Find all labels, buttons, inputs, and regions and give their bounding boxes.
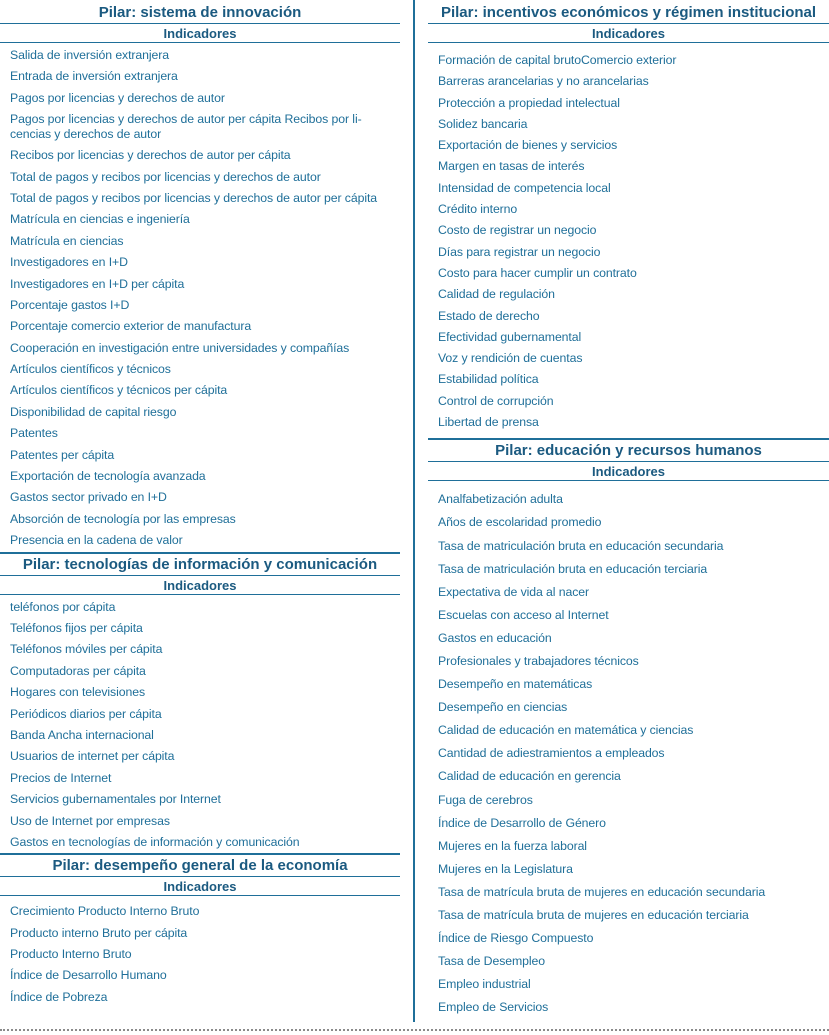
list-item: Total de pagos y recibos por licencias y derechos de autor per cápita [10, 190, 378, 205]
list-item: Computadoras per cápita [10, 663, 146, 678]
list-item: Índice de Desarrollo de Género [438, 815, 606, 830]
list-item: Pagos por licencias y derechos de autor per cápita Recibos por li-cencias y derechos de autor [10, 112, 362, 142]
list-item: Artículos científicos y técnicos per cápita [10, 383, 228, 398]
list-item: Control de corrupción [438, 393, 554, 408]
list-item: Índice de Desarrollo Humano [10, 968, 167, 983]
list-item: Escuelas con acceso al Internet [438, 607, 609, 622]
indicators-header: Indicadores [0, 575, 400, 595]
list-item: Margen en tasas de interés [438, 159, 585, 174]
indicators-header: Indicadores [0, 876, 400, 896]
list-item: Hogares con televisiones [10, 685, 145, 700]
list-item: Índice de Riesgo Compuesto [438, 931, 594, 946]
list-item: Precios de Internet [10, 770, 112, 785]
list-item: Mujeres en la Legislatura [438, 861, 573, 876]
list-item: Investigadores en I+D [10, 255, 128, 270]
list-item: Calidad de regulación [438, 287, 555, 302]
indicators-header: Indicadores [428, 461, 829, 481]
list-item: Usuarios de internet per cápita [10, 749, 175, 764]
list-item: Efectividad gubernamental [438, 329, 582, 344]
pillar-title-economia: Pilar: desempeño general de la economía [0, 853, 400, 876]
list-item: Crecimiento Producto Interno Bruto [10, 904, 200, 919]
indicators-header: Indicadores [0, 23, 400, 43]
indicator-list-economia [0, 896, 400, 1008]
indicators-header: Indicadores [428, 23, 829, 43]
indicator-list-tic [0, 595, 400, 854]
list-item: Tasa de matrícula bruta de mujeres en educación secundaria [438, 884, 766, 899]
column-divider [413, 0, 415, 1022]
list-item: Porcentaje gastos I+D [10, 297, 130, 312]
bottom-dotted-rule [0, 1029, 829, 1031]
indicator-list-innovacion [0, 43, 400, 552]
left-column [0, 0, 400, 1008]
list-item: Investigadores en I+D per cápita [10, 276, 185, 291]
list-item: Presencia en la cadena de valor [10, 533, 183, 548]
list-item: Porcentaje comercio exterior de manufactura [10, 319, 252, 334]
list-item: Libertad de prensa [438, 415, 539, 430]
list-item: Días para registrar un negocio [438, 244, 601, 259]
list-item: Empleo de Servicios [438, 1000, 549, 1015]
list-item: Protección a propiedad intelectual [438, 95, 620, 110]
list-item: Expectativa de vida al nacer [438, 584, 590, 599]
list-item: Analfabetización adulta [438, 492, 563, 507]
right-column [428, 0, 829, 1020]
list-item: Matrícula en ciencias e ingeniería [10, 212, 190, 227]
pillar-title-incentivos: Pilar: incentivos económicos y régimen institucional [440, 4, 817, 21]
list-item: Uso de Internet por empresas [10, 813, 170, 828]
list-item: Calidad de educación en gerencia [438, 769, 621, 784]
list-item: Calidad de educación en matemática y ciencias [438, 723, 694, 738]
list-item: Fuga de cerebros [438, 792, 533, 807]
list-item: Total de pagos y recibos por licencias y derechos de autor [10, 169, 321, 184]
list-item: Patentes per cápita [10, 447, 115, 462]
list-item: Teléfonos móviles per cápita [10, 642, 163, 657]
list-item: Tasa de matrícula bruta de mujeres en educación terciaria [438, 908, 749, 923]
list-item: Banda Ancha internacional [10, 727, 154, 742]
list-item: Empleo industrial [438, 977, 531, 992]
list-item: Producto interno Bruto per cápita [10, 925, 188, 940]
list-item: Formación de capital brutoComercio exterior [438, 53, 677, 67]
list-item: Exportación de bienes y servicios [438, 138, 618, 153]
list-item: Desempeño en matemáticas [438, 677, 593, 692]
list-item: Recibos por licencias y derechos de autor per cápita [10, 148, 291, 163]
list-item: Teléfonos fijos per cápita [10, 620, 143, 635]
list-item: Salida de inversión extranjera [10, 48, 170, 62]
indicator-list-educacion [428, 481, 829, 1019]
list-item: Barreras arancelarias y no arancelarias [438, 74, 649, 89]
list-item: Costo de registrar un negocio [438, 223, 597, 238]
list-item: Exportación de tecnología avanzada [10, 469, 206, 484]
list-item: Absorción de tecnología por las empresas [10, 511, 236, 526]
pillar-title-tic: Pilar: tecnologías de información y comunicación [0, 552, 400, 575]
list-item: Cooperación en investigación entre universidades y compañías [10, 340, 350, 355]
list-item: Índice de Pobreza [10, 989, 108, 1004]
list-item: Cantidad de adiestramientos a empleados [438, 746, 665, 761]
pillar-title-innovacion: Pilar: sistema de innovación [98, 4, 302, 21]
list-item: Periódicos diarios per cápita [10, 706, 162, 721]
list-item: Artículos científicos y técnicos [10, 362, 171, 377]
list-item: Años de escolaridad promedio [438, 515, 602, 530]
list-item: Desempeño en ciencias [438, 700, 568, 715]
list-item: Gastos en tecnologías de información y comunicación [10, 834, 300, 849]
pillar-title-educacion: Pilar: educación y recursos humanos [428, 438, 829, 461]
list-item: Tasa de Desempleo [438, 954, 545, 969]
list-item: Tasa de matriculación bruta en educación terciaria [438, 561, 708, 576]
list-item: Mujeres en la fuerza laboral [438, 838, 587, 853]
list-item: Entrada de inversión extranjera [10, 69, 178, 84]
list-item: Servicios gubernamentales por Internet [10, 792, 221, 807]
list-item: Patentes [10, 426, 58, 441]
list-item: teléfonos por cápita [10, 599, 116, 614]
list-item: Matrícula en ciencias [10, 233, 124, 248]
list-item: Tasa de matriculación bruta en educación secundaria [438, 538, 724, 553]
list-item: Estado de derecho [438, 308, 540, 323]
list-item: Pagos por licencias y derechos de autor [10, 90, 225, 105]
list-item: Profesionales y trabajadores técnicos [438, 654, 639, 668]
list-item: Producto Interno Bruto [10, 947, 132, 962]
list-item: Solidez bancaria [438, 116, 528, 131]
indicator-list-incentivos [428, 43, 829, 433]
list-item: Intensidad de competencia local [438, 180, 611, 195]
list-item: Gastos sector privado en I+D [10, 490, 167, 505]
list-item: Gastos en educación [438, 630, 552, 645]
list-item: Disponibilidad de capital riesgo [10, 404, 177, 419]
list-item: Voz y rendición de cuentas [438, 351, 583, 366]
list-item: Crédito interno [438, 202, 518, 217]
list-item: Estabilidad política [438, 372, 539, 387]
list-item: Costo para hacer cumplir un contrato [438, 265, 637, 280]
